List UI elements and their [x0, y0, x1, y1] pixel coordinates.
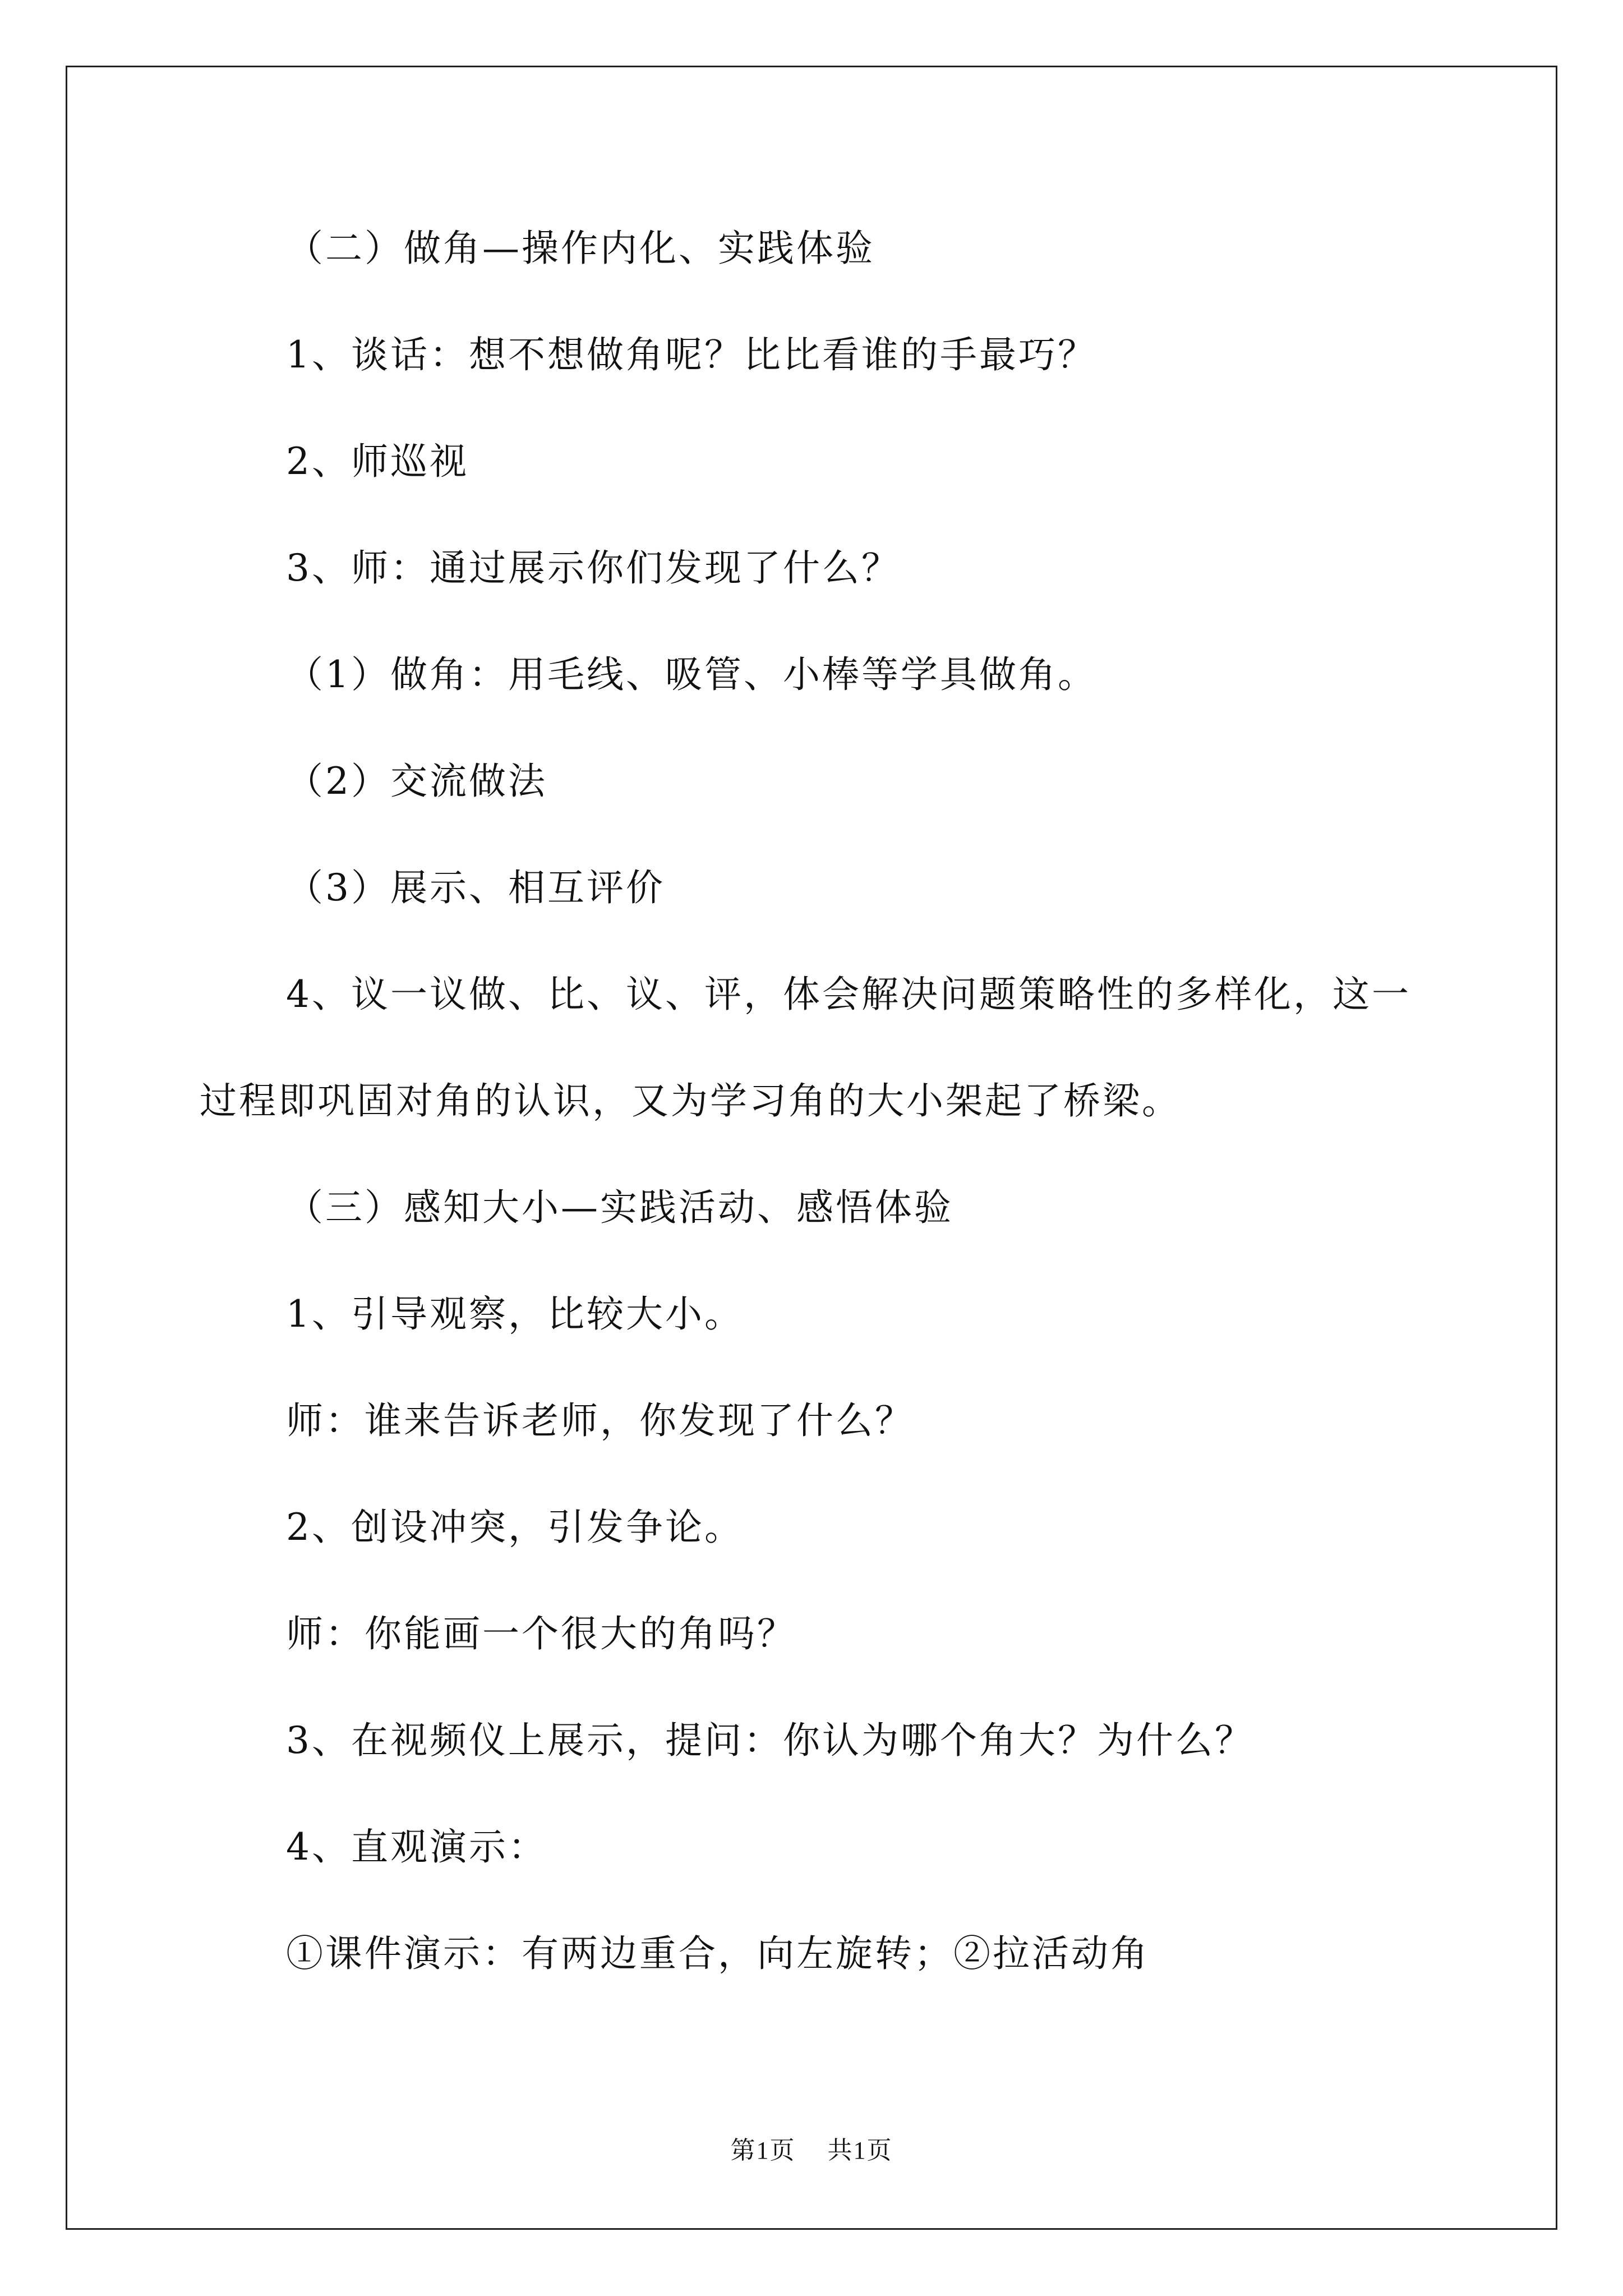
- page-footer: [0, 2138, 1623, 2163]
- paragraph: 师：谁来告诉老师，你发现了什么？: [286, 1399, 914, 1442]
- paragraph: ①课件演示：有两边重合，向左旋转；②拉活动角: [286, 1932, 1150, 1975]
- page-number-total: 共1页: [827, 2137, 893, 2164]
- paragraph: 4、直观演示：: [286, 1825, 547, 1869]
- paragraph: 4、议一议做、比、议、评，体会解决问题策略性的多样化，这一: [286, 973, 1411, 1016]
- paragraph: 1、谈话：想不想做角呢？比比看谁的手最巧？: [286, 333, 1097, 376]
- paragraph: 3、师：通过展示你们发现了什么？: [286, 546, 901, 590]
- page-number-current: 第1页: [730, 2137, 796, 2164]
- paragraph: 1、引导观察，比较大小。: [286, 1292, 744, 1336]
- paragraph: 3、在视频仪上展示，提问：你认为哪个角大？为什么？: [286, 1719, 1254, 1762]
- paragraph: （3）展示、相互评价: [286, 866, 665, 909]
- paragraph: （2）交流做法: [286, 760, 547, 803]
- paragraph: 2、创设冲突，引发争论。: [286, 1506, 744, 1549]
- section-heading-2: （二）做角—操作内化、实践体验: [286, 227, 875, 270]
- paragraph: （1）做角：用毛线、吸管、小棒等学具做角。: [286, 653, 1097, 696]
- paragraph: 师：你能画一个很大的角吗？: [286, 1612, 796, 1655]
- paragraph: 2、师巡视: [286, 440, 469, 483]
- page-border: [66, 66, 1557, 2230]
- section-heading-3: （三）感知大小—实践活动、感悟体验: [286, 1186, 953, 1229]
- paragraph-continuation: 过程即巩固对角的认识，又为学习角的大小架起了桥梁。: [200, 1079, 1181, 1122]
